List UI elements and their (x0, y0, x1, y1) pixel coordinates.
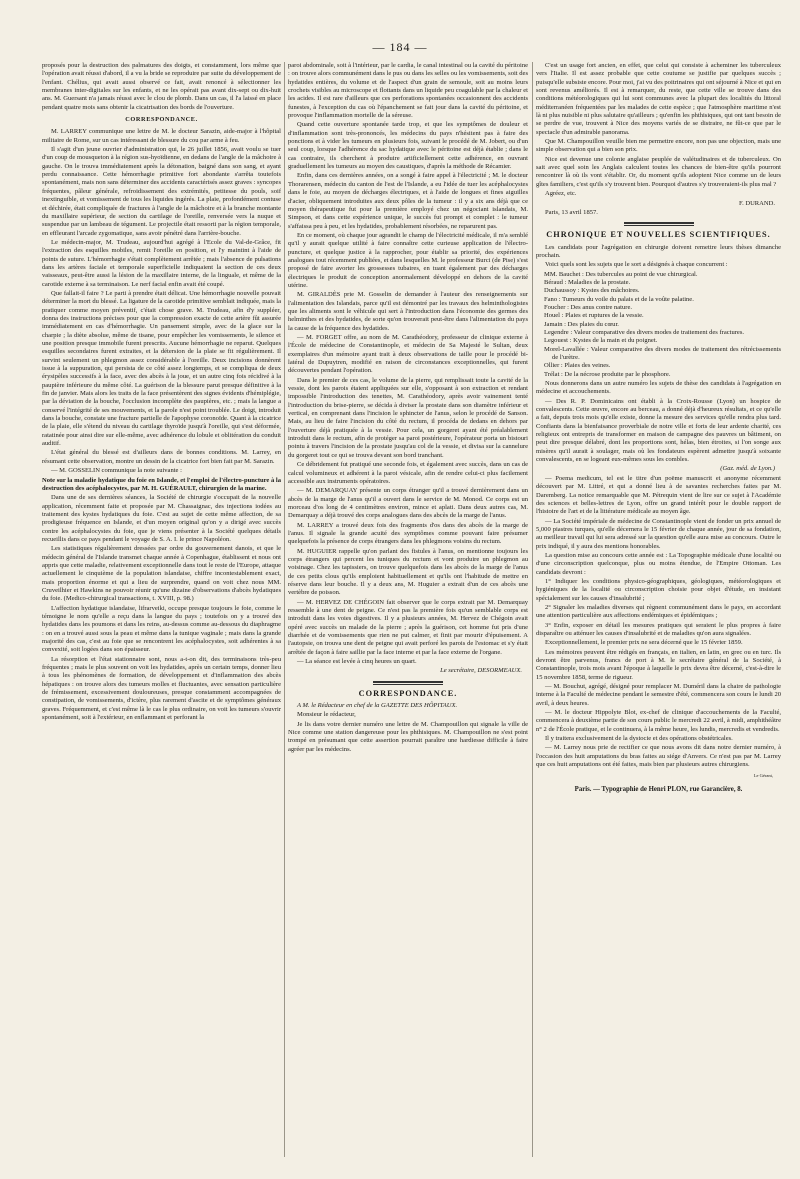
paragraph: Voici quels sont les sujets que le sort a désignés à chaque concurrent : (545, 261, 728, 269)
paragraph: Je lis dans votre dernier numéro une lettre de M. Champouillon qui signale la ville de Nice comme une station dangereuse pour les phthisiques. M. Champouillon ne s'est point trompé en présumant que cette assertion pourrait paraître une hardiesse difficile à faire agréer par les médecins. (288, 720, 528, 753)
paragraph: — M. DEMARQUAY présente un corps étranger qu'il a trouvé dernièrement dans un abcès de la marge de l'anus qu'il a ouvert dans le service de M. Monod. Ce corps est un morceau d'os long de 4 centimètres environ, mince et aplati. Dans deux autres cas, M. Demarquay a déjà trouvé des corps analogues dans des abcès de la marge de l'anus. (288, 487, 528, 520)
column-1 (42, 62, 281, 1167)
paragraph: — M. HERVEZ DE CHÉGOIN fait observer que le corps extrait par M. Demarquay ressemble à une dent de peigne. Ce n'est pas la première fois qu'un semblable corps est introduit dans les voies digestives. Il y a plusieurs années, M. Hervez de Chégoin avait opéré avec succès un malade de la pierre ; après la guérison, cet homme fut pris d'une diarrhée et de vomissements que rien ne put calmer, et finit par mourir d'épuisement. A l'autopsie, on trouva une dent de peigne qui avait perforé les parois de l'estomac et s'y était arrêtée de façon à faire saillie par la face interne et par la face externe de l'organe. (288, 598, 528, 656)
theses-list (536, 271, 781, 379)
paragraph: — M. le docteur Hippolyte Blot, ex-chef de clinique d'accouchements de la Faculté, commencera à deuxième partie de son cours public le mercredi 22 avril, à midi, amphithéâtre n° 2 de l'École pratique, et le continuera, à la même heure, les lundis, mercredis et vendredis. (536, 709, 781, 733)
paragraph: La résorption et l'état stationnaire sont, nous a-t-on dit, des terminaisons très-peu fréquentes ; mais le plus souvent on voit les hydatides, après un certain temps, donner lieu à tous les phénomènes de formation, de développement et d'inflammation des abcès hépatiques : on trouve alors des tumeurs molles et fluctuantes, avec sensation particulière de frémissement, excessivement douloureuses, presque constamment accompagnées de constipation, de vomissements, d'ictère, plus rarement d'ascite et de symptômes généraux graves. Fréquemment, et c'est même là le cas le plus ordinaire, on voit les tumeurs s'ouvrir spontanément, soit à l'extérieur, en enflammant et perforant la (42, 655, 281, 722)
list-item: Foucher : Des anus contre nature. (544, 303, 632, 311)
letter-signature: F. DURAND. (738, 199, 775, 207)
paragraph: La question mise au concours cette année est : La Topographie médicale d'une localité ou d'une circonscription quelconque, plus ou moins étendue, de l'Empire Ottoman. Les candidats devront : (536, 551, 781, 576)
paragraph: — M. GOSSELIN communique la note suivante : (51, 467, 182, 475)
paragraph: M. LARREY a trouvé deux fois des fragments d'os dans des abcès de la marge de l'anus. Il signale la grande acuité des symptômes comme pouvant faire présumer quelquefois la présence de corps étrangers dans les phlegmons voisins du rectum. (288, 521, 528, 546)
page-number: — 184 — (372, 40, 428, 54)
paragraph: Il y traitera exclusivement de la dystocie et des opérations obstétricales. (545, 735, 733, 743)
list-item: Duchaussoy : Kystes des mâchoires. (544, 287, 640, 295)
section-rule (624, 222, 694, 226)
paragraph: Le médecin-major, M. Trudeau, aujourd'hui agrégé à l'Ecole du Val-de-Grâce, fit l'extraction des esquilles mobiles, remit l'oreille en position, et l'y maintint à l'aide de points de suture. L'hémorrhagie s'était complètement arrêtée ; mais l'absence de pulsations dans les artères faciale et temporale superficielle indiquaient la section de ces deux vaisseaux, peut-être aussi la lésion de la maxillaire interne, de la linguale, et même de la carotide externe à sa terminaison. Le nerf facial enfin avait été coupé. (42, 238, 281, 288)
note-title: Note sur la maladie hydatique du foie en Islande, et l'emploi de l'électro-puncture à la destruction des acéphalocystes, par M. H. GUÉRAULT, chirurgien de la marine. (42, 476, 281, 492)
paragraph: — Poema medicum, tel est le titre d'un poëme manuscrit et anonyme récemment découvert par M. Littré, et qui a donné lieu à de savantes recherches faites par M. Daremberg. La notice remarquable que M. Pétrequin vient de lire sur ce sujet à l'Académie des sciences et belles-lettres de Lyon, offre un grand intérêt pour le double rapport de l'histoire de l'art et de la littérature médicale au moyen âge. (536, 474, 781, 516)
paragraph: M. GIRALDÈS prie M. Gosselin de demander à l'auteur des renseignements sur l'alimentation des Islandais, parce qu'il est démontré par les travaux des helminthologistes que les aliments sont le véhicule qui sert à l'introduction dans l'économie des germes des helminthes et des hydatides, de sorte qu'on trouverait peut-être dans l'alimentation du pays la cause de la fréquence des hydatides. (288, 291, 528, 332)
paragraph: — La séance est levée à cinq heures un quart. (297, 658, 417, 666)
gerant-label: Le Gérant, (753, 772, 773, 778)
secretary-signature: Le secrétaire, DESORMEAUX. (440, 667, 522, 675)
list-item: Morel-Lavallée : Valeur comparative des divers modes de traitement des rétrécissements de l'urètre. (544, 345, 781, 361)
paragraph: Les mémoires peuvent être rédigés en français, en italien, en latin, en grec ou en turc. Ils devront être parvenus, francs de port à M. le secrétaire général de la Société, à Constantinople, trois mois avant l'époque à laquelle le prix devra être décerné, c'est-à-dire le 15 novembre 1858, terme de rigueur. (536, 648, 781, 681)
paragraph: Exceptionnellement, le premier prix ne sera décerné que le 15 février 1859. (545, 639, 743, 647)
section-heading-correspondance: CORRESPONDANCE. (125, 116, 198, 124)
paragraph: — M. Larrey nous prie de rectifier ce que nous avons dit dans notre dernier numéro, à l'occasion des huit amputations du bras faites au siége d'Anvers. Ce n'est pas par M. Larrey que ces huit amputations ont été faites, mais bien par plusieurs autres chirurgiens. (536, 744, 781, 769)
paragraph: 3° Enfin, exposer en détail les mesures pratiques qui seraient le plus propres à faire disparaître ou atténuer les causes d'insalubrité et de maladies qu'on aura signalées. (536, 621, 781, 637)
column-divider (284, 62, 285, 1157)
section-rule (373, 681, 443, 685)
paragraph: Dans une de ses dernières séances, la Société de chirurgie s'occupait de la nouvelle application, récemment faite et proposée par M. Chassaignac, des injections iodées au traitement des kystes hydatiques du foie. C'est au sujet de cette même affection, de sa prodigieuse fréquence en Islande, et d'un moyen original qu'on y a dirigé avec succès contre les acéphalocystes du foie, que je viens présenter à la Société quelques détails recueillis dans ce pays pendant le voyage de S. A. I. le prince Napoléon. (42, 494, 281, 543)
column-2 (288, 62, 528, 1167)
paragraph: C'est un usage fort ancien, en effet, que celui qui consiste à acheminer les tuberculeux vers l'Italie. Il est assez probable que cette coutume se justifie par quelques succès ; puisqu'elle subsiste encore. Pour moi, j'ai vu des poitrinaires qui ont séjourné à Nice et qui en sont revenus améliorés. Il est à remarquer, du reste, que cette ville se trouve dans des conditions météorologiques qui lui sont communes avec la plupart des localités du littoral méditerranéen fréquentées par les malades de cette espèce ; que l'atmosphère maritime n'est là ni plus nuisible ni plus salutaire qu'ailleurs ; qu'enfin les phthisiques, qui ont tant besoin de se perdre de vue, trouvent à Nice des moyens variés de se distraire, ne fût-ce que par le spectacle d'un admirable panorama. (536, 62, 781, 136)
paragraph: Que M. Champouillon veuille bien me permettre encore, non pas une objection, mais une simple observation qui a bien son prix. (536, 138, 781, 154)
paragraph: — M. Bouchut, agrégé, désigné pour remplacer M. Duméril dans la chaire de pathologie interne à la Faculté de médecine pendant le semestre d'été, commencera son cours le lundi 20 avril, à deux heures. (536, 683, 781, 707)
letter-close: Agréez, etc. (545, 190, 577, 198)
paragraph: Ce débridement fut pratiqué une seconde fois, et également avec succès, dans un cas de calcul volumineux et adhérent à la paroi vésicale, afin de rendre celui-ci plus facilement accessible aux instruments opératoires. (288, 461, 528, 485)
letter-date: Paris, 13 avril 1857. (545, 208, 598, 216)
paragraph: — Des R. P. Dominicains ont établi à la Croix-Rousse (Lyon) un hospice de convalescents. Cette œuvre, encore au berceau, a donné déjà d'heureux résultats, et ce qu'elle a fait, depuis trois mois qu'elle existe, donne la mesure des services qu'elle rendra plus tard. Confiants dans la bienfaisance proverbiale de notre ville et forts de leur ardente charité, ces religieux ont entrepris de transformer en maison de campagne des pauvres un bâtiment, on peut dire presque délabré, dont les proportions sont, hélas, bien étroites, si l'on songe aux misères qu'il aurait à soulager, mais où les fondateurs espèrent admettre jusqu'à soixante convalescents, en se logeant eux-mêmes sous les combles. (536, 397, 781, 464)
paragraph: Nice est devenue une colonie anglaise peuplée de valétudinaires et de tuberculeux. On sait avec quel soin les Anglais calculent toutes les chances de bien-être qu'ils pourront rencontrer là où ils vont s'établir. Or, du moment qu'ils adoptent Nice comme un de leurs gîtes familiers, c'est qu'ils s'y trouvent bien. Pourquoi d'autres s'y trouveraient-ils plus mal ? (536, 155, 781, 188)
letter-address: A M. le Rédacteur en chef de la GAZETTE DES HÔPITAUX. (297, 702, 458, 710)
list-item: Béraud : Maladies de la prostate. (544, 278, 631, 286)
list-item: Ollier : Plaies des veines. (544, 362, 611, 370)
list-item: Fano : Tumeurs du voile du palais et de la voûte palatine. (544, 295, 694, 303)
section-heading-correspondance-2: CORRESPONDANCE. (358, 688, 458, 698)
list-item: Trélat : De la nécrose produite par le phosphore. (544, 370, 671, 378)
paragraph: Quand cette ouverture spontanée tarde trop, et que les symptômes de douleur et d'inflammation sont très-prononcés, les médecins du pays n'hésitent pas à faire des ponctions et à vider les tumeurs en plusieurs fois, suivant le procédé de M. Jobert, ou d'un seul coup, lorsque l'adhérence du sac hydatique avec le péritoine est déjà établie ; dans le cas contraire, ils cherchent à produire artificiellement cette adhérence, en ouvrant graduellement les tumeurs au moyen des caustiques, d'après la méthode de Récamier. (288, 121, 528, 171)
paragraph: L'état général du blessé est d'ailleurs dans de bonnes conditions. M. Larrey, en résumant cette observation, montre un dessin de la cicatrice fort bien fait par M. Sarazin. (42, 449, 281, 465)
paragraph: — La Société impériale de médecine de Constantinople vient de fonder un prix annuel de 5,000 piastres turques, qu'elle décernera le 15 février de chaque année, jour de sa fondation, au meilleur travail qui lui sera adressé sur la question qu'elle aura mise au concours. Outre le prix indiqué, il y aura des mentions honorables. (536, 517, 781, 550)
paragraph: M. LARREY communique une lettre de M. le docteur Sarazin, aide-major à l'hôpital militaire de Rome, sur un cas intéressant de blessure du cou par arme à feu. (42, 128, 281, 144)
column-3 (536, 62, 781, 1167)
paragraph: Les candidats pour l'agrégation en chirurgie doivent remettre leurs thèses dimanche prochain. (536, 243, 781, 259)
list-item: Legouest : Kystes de la main et du poignet. (544, 337, 658, 345)
paragraph: proposés pour la destruction des palmatures des doigts, et constamment, lors même que l'opération avait réussi d'abord, il a vu la bride se reproduire par suite du développement de l'enfant. Chélius, qui avait aussi observé ce fait, avait renoncé à sélectionner les membranes inter-digitales sur les enfants, et ne les opérait pas avant dix-sept ou dix-huit ans. M. Guersant n'a jamais réussi avec le clou de plomb. Dans un cas, il l'a laissé en place pendant quatre mois sans obtenir la cicatrisation des bords de l'ouverture. (42, 62, 281, 111)
paragraph: Il s'agit d'un jeune ouvrier d'administration qui, le 26 juillet 1856, avait voulu se tuer d'un coup de mousqueton à la région sus-hyoïdienne, en dedans de l'angle de la mâchoire à gauche. On le trouva immédiatement après la détonation, baigné dans son sang, et ayant perdu connaissance. Cette hémorrhagie primitive fort abondante s'arrêta toutefois spontanément, mais non sans déterminer des accidents caractérisés assez graves : syncopes fréquentes, pâleur générale, refroidissement des extrémités, petitesse du pouls, soif inextinguible, et vomissement de tous les liquides ingérés. La plaie, profondément contuse et déchirée, était compliquée de fractures à l'angle de la mâchoire et à la branche montante du maxillaire supérieur, de section du cartilage de l'oreille, renversée vers la nuque et suspendue par un lambeau de tégument. Le projectile était ressorti par la région temporale, en effleurant l'arcade zygomatique, sans avoir pénétré dans l'arrière-bouche. (42, 146, 281, 237)
paragraph: M. HUGUIER rappelle qu'on parlant des fistules à l'anus, on mentionne toujours les corps étrangers qui percent les tuniques du rectum et vont produire un phlegmon au voisinage. Chez les tapissiers, on trouve quelquefois dans les abcès de la marge de l'anus de ces petits clous qu'ils emploient habituellement et qu'ils ont l'habitude de mettre en réserve dans leur bouche. Il y a deux ans, M. Huguier a extrait d'un de ces abcès une vertèbre de poisson. (288, 547, 528, 597)
paragraph: paroi abdominale, soit à l'intérieur, par le cardia, le canal intestinal ou la cavité du péritoine : on trouve alors communément dans le pus ou dans les selles ou les vomissements, soit des hydatides entières, du volume et de l'aspect d'un grain de semoule, soit au moins leurs crochets visibles au microscope et flottants dans un liquide peu coagulable par la chaleur et les acides. Il est rare d'ailleurs que ces perforations spontanées occasionnent des accidents funestes, à l'exception du cas où l'épanchement se fait jour dans la cavité du péritoine, et provoque l'inflammation mortelle de la séreuse. (288, 62, 528, 120)
source-citation: (Gaz. méd. de Lyon.) (720, 465, 775, 473)
paragraph: 2° Signaler les maladies diverses qui règnent communément dans le pays, en accordant une attention particulière aux affections endémiques et épidémiques ; (536, 603, 781, 620)
paragraph: En ce moment, où chaque jour agrandit le champ de l'électricité médicale, il m'a semblé qu'il y aurait quelque utilité à faire connaître cette curieuse application de l'électro-puncture, et quelque justice à la rapprocher, pour établir sa priorité, des expériences analogues tout récemment publiées, et dans lesquelles M. le professeur Burci (de Pise) s'est proposé de faire avorter les grossesses tubaires, en tuant également par des décharges électriques le produit de conception anormalement développé en dehors de la cavité utérine. (288, 231, 528, 289)
paragraph: Que fallait-il faire ? Le parti à prendre était délicat. Une hémorrhagie nouvelle pouvait déterminer la mort du blessé. La ligature de la carotide primitive semblait indiquée, mais la pratiquer comme moyen préventif, c'était chose grave. M. Trudeau, afin d'y suppléer, donna des instructions précises pour que la compression exacte de cette artère fût assurée immédiatement en cas d'hémorrhagie. Un pansement simple, avec de la glace sur la charpie ; la diète absolue, même de tisane, pour empêcher les vomissements, le silence et une position presque immobile furent prescrits. Aucune hémorrhagie ne reparut. Quelques esquilles secondaires furent extraites, et la détersion de la plaie se fit régulièrement. Il survint seulement un phlegmon assez considérable à l'oreille. Deux incisions donnèrent issue à la suppuration, qui persista de ce côté assez longtemps, et se compliqua de deux érysipèles successifs à la face, avec des abcès à la joue, et un autre cinq fois récidivé à la paupière inférieure du même côté. La guérison de la blessure parut presque définitive à la fin de janvier. Mais alors les traits de la face présentèrent des signes évidents d'hémiplégie, par la déviation de la bouche, l'occlusion incomplète des paupières, etc. ; mais la langue a conservé l'intégrité de ses mouvements, et la parole n'est point troublée. Le doigt, introduit dans la bouche, constate une fracture partielle de l'apophyse coronoïde. Quant à la cicatrice de la plaie, elle s'étend du niveau du cartilage thyroïde jusqu'à l'oreille, qui s'est déformée, ratatinée pour ainsi dire sur elle-même, avec adhérence du lobule et oblitération du conduit auditif. (42, 289, 281, 448)
list-item: MM. Bauchet : Des tubercules au point de vue chirurgical. (544, 270, 698, 278)
list-item: Jamain : Des plaies du cœur. (544, 320, 619, 328)
list-item: Legendre : Valeur comparative des divers modes de traitement des fractures. (544, 328, 745, 336)
paragraph: Nous donnerons dans un autre numéro les sujets de thèse des candidats à l'agrégation en médecine et accouchements. (536, 380, 781, 396)
paragraph: — M. FORGET offre, au nom de M. Carathéodory, professeur de clinique externe à l'École de médecine de Constantinople, et médecin de Sa Majesté le Sultan, deux exemplaires d'un mémoire ayant trait à deux observations de taille pour le procédé bi-latéral de Dupuytren, modifié en raison de circonstances exceptionnelles, qui furent découvertes pendant l'opération. (288, 334, 528, 375)
printer-footer: Paris. — Typographie de Henri PLON, rue Garancière, 8. (574, 785, 743, 793)
letter-salutation: Monsieur le rédacteur, (297, 711, 356, 719)
column-divider (532, 62, 533, 1157)
paragraph: L'affection hydatique islandaise, lifrarveiki, occupe presque toujours le foie, comme le témoigne le nom qu'elle a reçu dans la langue du pays ; toutefois on y a trouvé des hydatides dans les poumons et dans les reins, au-dessus comme au-dessous du diaphragme : on en a trouvé aussi sous la peau et même dans la tunique vaginale ; mais dans la grande majorité des cas, c'est au foie que se rencontrent les acéphalocystes, soit adhérentes à sa convexité, soit logées dans son épaisseur. (42, 604, 281, 654)
section-heading-chronique: CHRONIQUE ET NOUVELLES SCIENTIFIQUES. (546, 230, 771, 240)
paragraph: Dans le premier de ces cas, le volume de la pierre, qui remplissait toute la cavité de la vessie, dont les parois étaient appliquées sur elle, s'opposant à son extraction et rendant impossible l'introduction des tenettes, M. Carathéodory, après avoir vainement tenté l'introduction du brise-pierre, se décida à diviser la prostate dans son diamètre inférieur et vertical, en comprenant dans l'incision le sphincter de l'anus, selon le procédé de Sanson. Mais, au lieu de faire l'incision du côté du rectum, il procéda de dedans en dehors par l'ouverture déjà pratiquée à la vessie. Pour cela, un gorgeret ayant été préalablement introduit dans le rectum, afin de protéger sa paroi postérieure, l'opérateur porta un bistouri pointu à travers l'incision de la prostate jusqu'au col de la vessie, et divisa sur la cannelure du gorgeret tout ce qui se trouva devant son bord tranchant. (288, 376, 528, 459)
paragraph: Les statistiques régulièrement dressées par ordre du gouvernement danois, et que le médecin général de l'Islande transmet chaque année à Copenhague, établissent et nous ont appris que cette maladie, relativement exceptionnelle dans tout le reste de l'Europe, attaque actuellement le cinquième de la population islandaise, chiffre incontestablement exact, mais proportion énorme et qui a lieu de surprendre, quand on voit chez nous MM. Cruveilhier et Hawkins ne pouvoir réunir qu'une dizaine d'observations d'abcès hydatiques du foie. (Medico-chirurgical transactions, t. XVIII, p. 98.) (42, 545, 281, 603)
paragraph: 1° Indiquer les conditions physico-géographiques, géologiques, météorologiques et hygiéniques de la localité ou circonscription choisie pour objet d'étude, en insistant spécialement sur les causes d'insalubrité ; (536, 577, 781, 602)
paragraph: Enfin, dans ces dernières années, on a songé à faire appel à l'électricité ; M. le docteur Thorarensen, médecin du canton de l'est de l'Islande, a eu l'idée de tuer les acéphalocystes dans le foie, au moyen de décharges électriques, et à l'aide de longues et fines aiguilles d'acier, obliquement introduites aux deux pôles de la tumeur : il y a six ans déjà que ce moyen thérapeutique fut pour la première employé chez un négociant islandais, M. Simpson, et dans cette expérience unique, le succès fut prompt et complet : le tumeur s'affaissa peu à peu, et les hydatides, probablement résorbées, ne reparurent pas. (288, 172, 528, 230)
list-item: Houel : Plaies et ruptures de la vessie. (544, 312, 644, 320)
